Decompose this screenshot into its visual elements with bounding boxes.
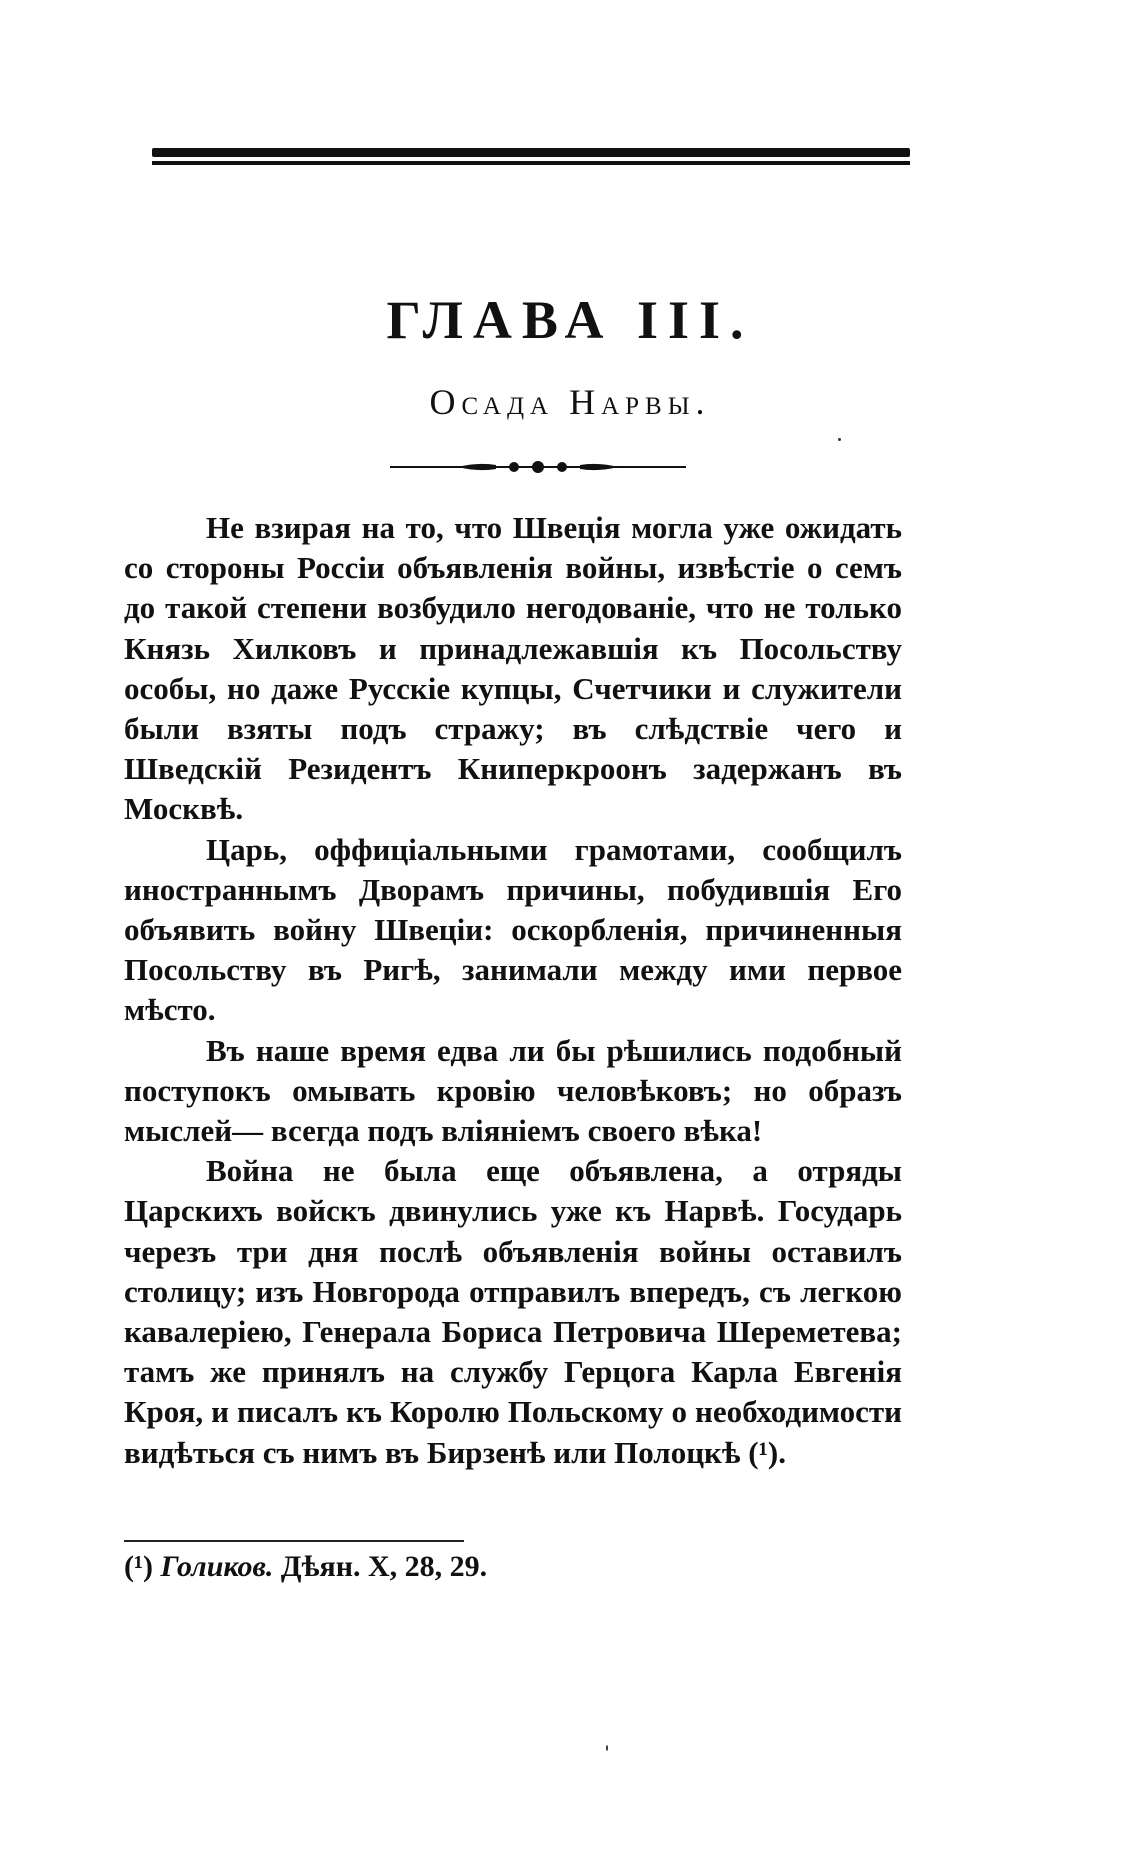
paragraph-2: Царь, оффиціальными грамотами, сообщилъ иностраннымъ Дворамъ причины, побудившія Его объявить войну Швеціи: оскорбленія, причиненныя Посольству въ Ригѣ, занимали между ими первое мѣсто. xyxy=(124,831,902,1028)
paragraph-4: Война не была еще объявлена, а отряды Царскихъ войскъ двинулись уже къ Нарвѣ. Государь черезъ три дня послѣ объявленія войны оставилъ столицу; изъ Новгорода отправилъ впередъ, съ легкою кавалеріею, Генерала Бориса Петровича Шереметева; тамъ же принялъ на службу Герцога Карла Евгенія Кроя, и писалъ къ Королю Польскому о необходимости видѣться съ нимъ въ Бирзенѣ или Полоцкѣ (¹). xyxy=(124,1153,902,1470)
footnote-rule xyxy=(124,1540,464,1542)
footnote-reference: Дѣян. X, 28, 29. xyxy=(280,1550,488,1583)
header-rule-thick xyxy=(152,148,910,157)
footnote xyxy=(124,1547,824,1587)
footnote-marker: (¹) xyxy=(124,1550,153,1583)
paper-speck xyxy=(838,438,841,441)
footnote-source: Голиков. xyxy=(160,1550,274,1583)
header-rule-thin xyxy=(152,161,910,165)
paragraph-3: Въ наше время едва ли бы рѣшились подобный поступокъ омывать кровію человѣковъ; но образъ мыслей— всегда подъ вліяніемъ своего вѣка! xyxy=(124,1032,902,1149)
chapter-body xyxy=(124,508,902,1473)
paper-speck xyxy=(606,1745,608,1751)
paragraph-1: Не взирая на то, что Швеція могла уже ожидать со стороны Россіи объявленія войны, извѣстіе о семъ до такой степени возбудило негодованіе, что не только Князь Хилковъ и принадлежавшія къ Посольству особы, но даже Русскіе купцы, Счетчики и служители были взяты подъ стражу; въ слѣдствіе чего и Шведскій Резидентъ Книперкроонъ задержанъ въ Москвѣ. xyxy=(124,510,902,827)
ornament-divider-icon xyxy=(388,456,688,478)
header-double-rule xyxy=(152,148,910,168)
chapter-subtitle: Осада Нарвы. xyxy=(429,382,711,422)
chapter-title: ГЛАВА III. xyxy=(386,290,754,350)
